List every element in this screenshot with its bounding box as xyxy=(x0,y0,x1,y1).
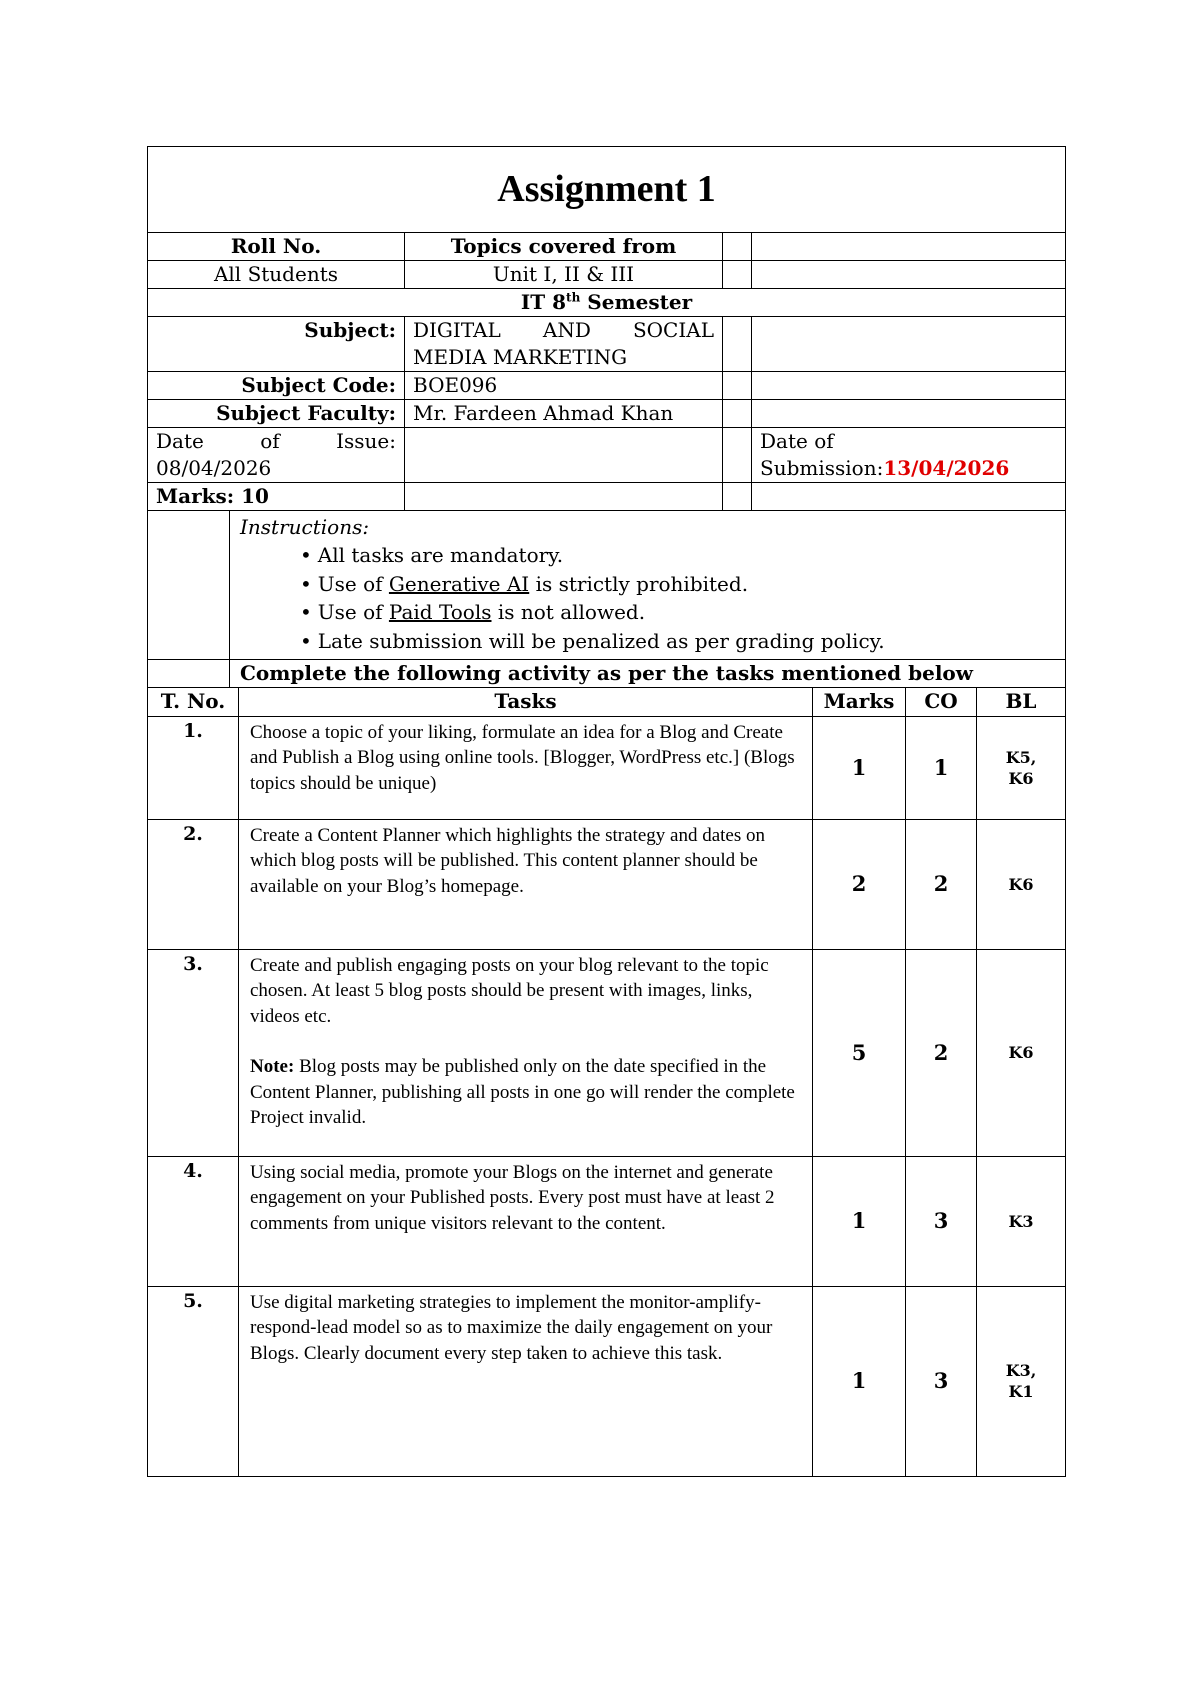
task-number: 4. xyxy=(148,1156,239,1286)
instruction-item: • All tasks are mandatory. xyxy=(300,541,1057,570)
task-marks: 1 xyxy=(813,1286,906,1476)
task-bl: K6 xyxy=(977,819,1066,949)
col-header-tno: T. No. xyxy=(148,687,239,716)
task-bl: K6 xyxy=(977,949,1066,1156)
subject-faculty-label: Subject Faculty: xyxy=(148,400,405,428)
task-marks: 5 xyxy=(813,949,906,1156)
subject-value: DIGITAL AND SOCIAL MEDIA MARKETING xyxy=(405,317,723,372)
roll-no-label: Roll No. xyxy=(148,233,405,261)
task-marks: 1 xyxy=(813,716,906,819)
table-row xyxy=(148,819,1066,949)
task-co: 2 xyxy=(906,949,977,1156)
col-header-tasks: Tasks xyxy=(239,687,813,716)
task-number: 2. xyxy=(148,819,239,949)
task-co: 2 xyxy=(906,819,977,949)
instructions-heading: Instructions: xyxy=(240,514,370,539)
roll-no-value: All Students xyxy=(148,261,405,289)
instruction-item: • Use of Generative AI is strictly prohibited. xyxy=(300,570,1057,599)
table-row xyxy=(148,716,1066,819)
topics-value: Unit I, II & III xyxy=(405,261,723,289)
semester-heading: IT 8th Semester xyxy=(148,289,1066,317)
subject-faculty-value: Mr. Fardeen Ahmad Khan xyxy=(405,400,723,428)
instructions-list xyxy=(240,541,1057,655)
submission-date: 13/04/2026 xyxy=(883,456,1010,480)
subject-code-label: Subject Code: xyxy=(148,372,405,400)
task-number: 5. xyxy=(148,1286,239,1476)
task-description: Create a Content Planner which highlights the strategy and dates on which blog posts will be published. This content planner should be available on your Blog’s homepage. xyxy=(239,819,813,949)
task-number: 1. xyxy=(148,716,239,819)
table-row xyxy=(148,949,1066,1156)
instructions-table xyxy=(147,510,1066,689)
task-co: 3 xyxy=(906,1156,977,1286)
topics-label: Topics covered from xyxy=(405,233,723,261)
task-marks: 1 xyxy=(813,1156,906,1286)
task-co: 3 xyxy=(906,1286,977,1476)
task-description: Using social media, promote your Blogs on the internet and generate engagement on your Published posts. Every post must have at least 2 comments from unique visitors relevant to the content. xyxy=(239,1156,813,1286)
col-header-co: CO xyxy=(906,687,977,716)
task-bl: K3, K1 xyxy=(977,1286,1066,1476)
tasks-header-row xyxy=(148,687,1066,716)
table-row xyxy=(148,1156,1066,1286)
date-of-issue: Date of Issue: 08/04/2026 xyxy=(148,428,405,483)
activity-heading: Complete the following activity as per the tasks mentioned below xyxy=(230,660,1066,688)
assignment-title: Assignment 1 xyxy=(148,147,1066,233)
task-bl: K3 xyxy=(977,1156,1066,1286)
instruction-item: • Use of Paid Tools is not allowed. xyxy=(300,598,1057,627)
col-header-bl: BL xyxy=(977,687,1066,716)
table-row xyxy=(148,1286,1066,1476)
subject-label: Subject: xyxy=(148,317,405,372)
task-number: 3. xyxy=(148,949,239,1156)
col-header-marks: Marks xyxy=(813,687,906,716)
task-description: Use digital marketing strategies to implement the monitor-amplify-respond-lead model so as to maximize the daily engagement on your Blogs. Clearly document every step taken to achieve this task. xyxy=(239,1286,813,1476)
task-bl: K5, K6 xyxy=(977,716,1066,819)
assignment-info-table xyxy=(147,146,1066,511)
instructions-block xyxy=(230,510,1066,660)
instruction-item: • Late submission will be penalized as per grading policy. xyxy=(300,627,1057,656)
task-co: 1 xyxy=(906,716,977,819)
note-label: Note: xyxy=(250,1056,295,1077)
date-of-submission: Date of Submission:13/04/2026 xyxy=(752,428,1066,483)
task-description: Choose a topic of your liking, formulate an idea for a Blog and Create and Publish a Blog using online tools. [Blogger, WordPress etc.] (Blogs topics should be unique) xyxy=(239,716,813,819)
marks-total: Marks: 10 xyxy=(148,483,405,511)
task-marks: 2 xyxy=(813,819,906,949)
task-description: Create and publish engaging posts on your blog relevant to the topic chosen. At least 5 blog posts should be present with images, links, videos etc. Note: Blog posts may be published only on the date specified in the Content Planner, publishing all posts in one go will render the complete Project invalid. xyxy=(239,949,813,1156)
assignment-sheet xyxy=(147,146,1065,1477)
subject-code-value: BOE096 xyxy=(405,372,723,400)
tasks-table xyxy=(147,687,1066,1477)
